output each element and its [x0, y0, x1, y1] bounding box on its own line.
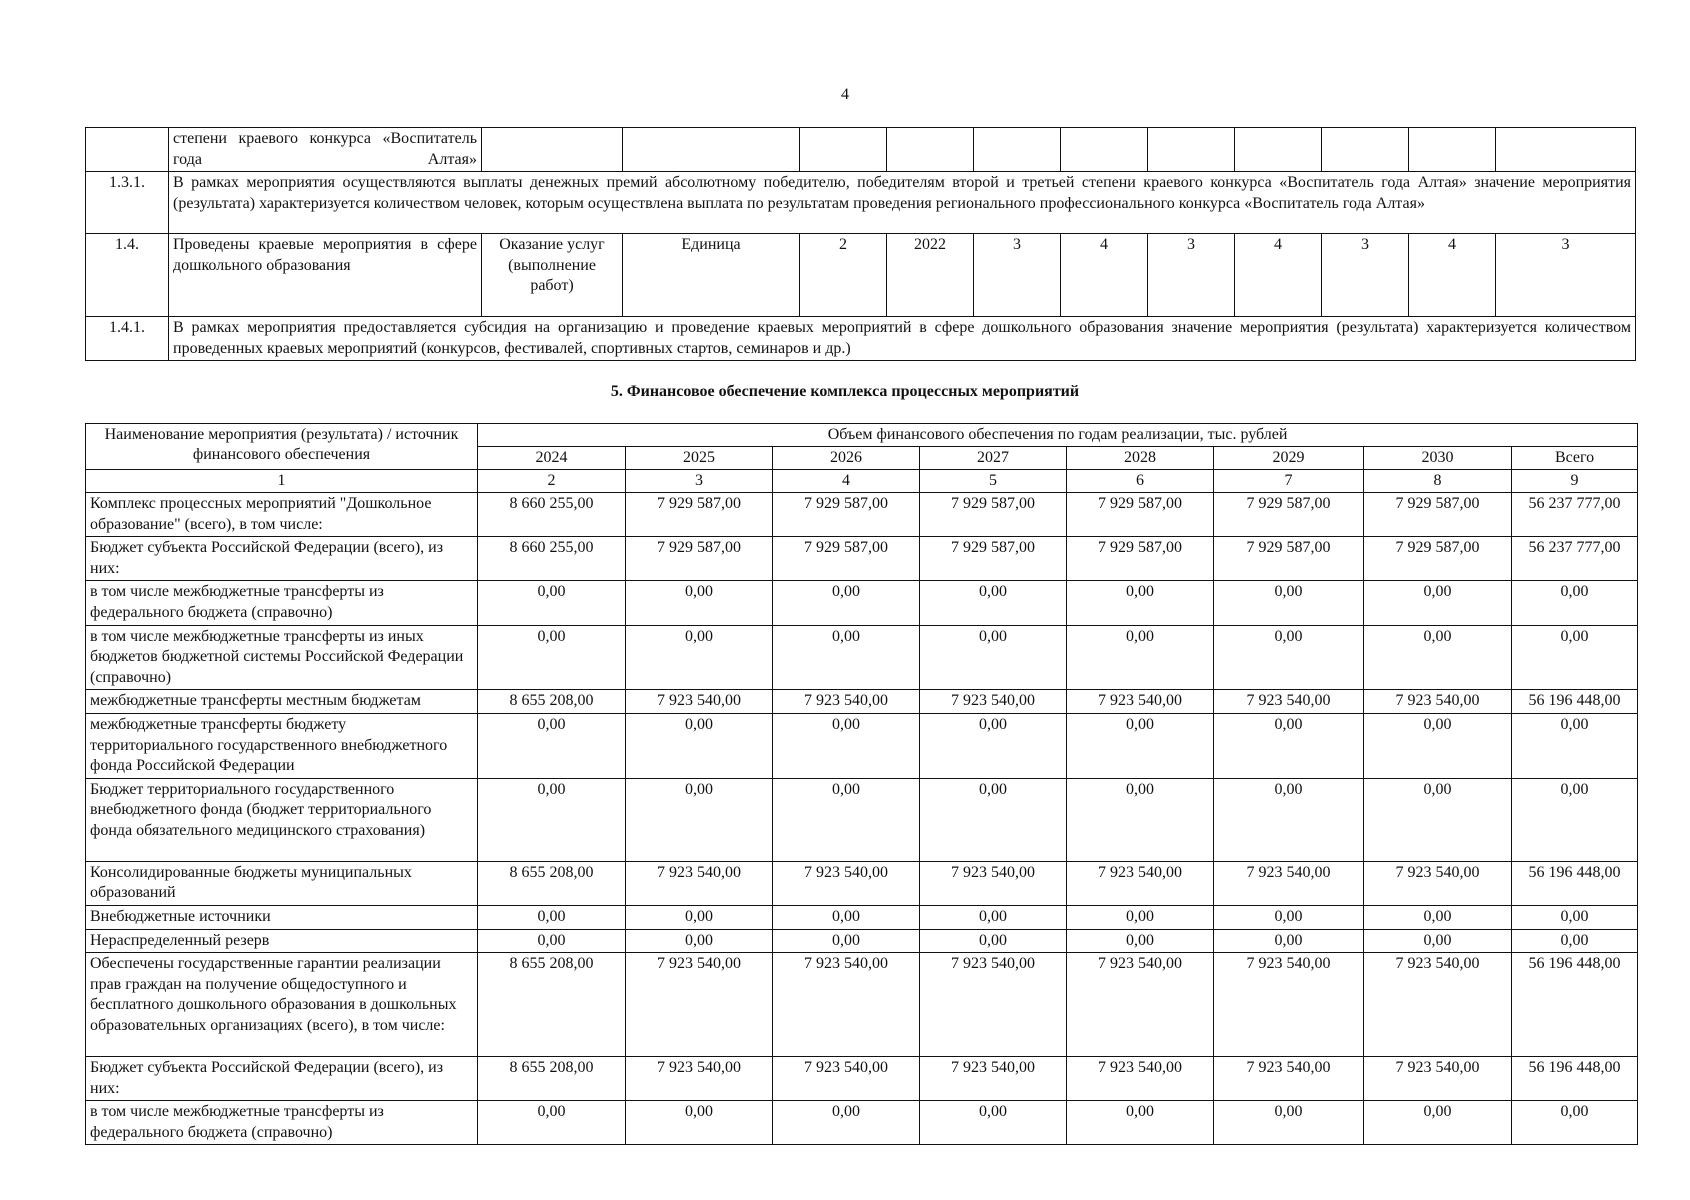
amount-value: 7 929 587,00: [1214, 493, 1364, 537]
table-row: [86, 778, 1638, 861]
table-row: [86, 234, 1636, 317]
amount-value: 0,00: [1067, 1101, 1214, 1145]
table-row: [86, 953, 1638, 1057]
total-value: 0,00: [1512, 625, 1638, 690]
amount-value: 0,00: [478, 778, 626, 861]
year-header: 2030: [1364, 447, 1512, 470]
amount-value: 7 923 540,00: [1214, 1057, 1364, 1101]
amount-value: 0,00: [478, 929, 626, 953]
table-row: [86, 128, 1636, 172]
page-number: 4: [841, 86, 849, 103]
year-header: 2028: [1067, 447, 1214, 470]
row-number: 1.4.1.: [86, 317, 169, 361]
amount-value: 7 923 540,00: [1067, 1057, 1214, 1101]
funding-source-name: в том числе межбюджетные трансферты из федерального бюджета (справочно): [86, 1101, 478, 1145]
amount-value: 7 929 587,00: [773, 493, 920, 537]
total-value: 0,00: [1512, 778, 1638, 861]
table-row: [86, 172, 1636, 234]
amount-value: 7 929 587,00: [626, 537, 773, 581]
total-header: Всего: [1512, 447, 1638, 470]
amount-value: 0,00: [773, 625, 920, 690]
funding-source-name: Бюджет субъекта Российской Федерации (всего), из них:: [86, 1057, 478, 1101]
total-value: 56 196 448,00: [1512, 1057, 1638, 1101]
amount-value: 7 923 540,00: [920, 1057, 1067, 1101]
total-value: 0,00: [1512, 713, 1638, 778]
amount-value: 8 655 208,00: [478, 1057, 626, 1101]
year-header: 2027: [920, 447, 1067, 470]
col-number: 7: [1214, 470, 1364, 493]
base-value: 2: [800, 234, 887, 317]
amount-value: 0,00: [1067, 905, 1214, 929]
amount-value: 7 923 540,00: [920, 861, 1067, 905]
amount-value: 0,00: [1364, 905, 1512, 929]
base-year: 2022: [887, 234, 974, 317]
row-number: [86, 128, 169, 172]
amount-value: 7 923 540,00: [1067, 690, 1214, 714]
amount-value: 7 929 587,00: [1364, 537, 1512, 581]
year-header: 2025: [626, 447, 773, 470]
total-value: 56 237 777,00: [1512, 493, 1638, 537]
amount-value: 7 923 540,00: [1364, 1057, 1512, 1101]
col-number: 3: [626, 470, 773, 493]
amount-value: 0,00: [773, 929, 920, 953]
result-name: степени краевого конкурса «Воспитатель года Алтая»: [169, 128, 482, 172]
amount-value: 0,00: [1214, 581, 1364, 625]
year-value: 3: [1322, 234, 1409, 317]
amount-value: 7 923 540,00: [773, 690, 920, 714]
amount-value: 7 923 540,00: [773, 861, 920, 905]
amount-value: 0,00: [1364, 929, 1512, 953]
amount-value: 0,00: [1067, 581, 1214, 625]
amount-value: 0,00: [1364, 778, 1512, 861]
amount-value: 0,00: [773, 1101, 920, 1145]
amount-value: 0,00: [478, 905, 626, 929]
financing-rows: [86, 493, 1638, 1145]
unit: Единица: [623, 234, 800, 317]
col-number: 2: [478, 470, 626, 493]
amount-value: 8 655 208,00: [478, 690, 626, 714]
amount-value: 7 923 540,00: [626, 690, 773, 714]
year-value: 4: [1235, 234, 1322, 317]
table-row: [86, 713, 1638, 778]
amount-value: 0,00: [478, 581, 626, 625]
amount-value: 7 923 540,00: [1364, 861, 1512, 905]
header-row: [86, 424, 1638, 447]
col-number: 6: [1067, 470, 1214, 493]
amount-value: 0,00: [478, 625, 626, 690]
amount-value: 0,00: [626, 1101, 773, 1145]
amount-value: 0,00: [1214, 713, 1364, 778]
amount-value: 7 929 587,00: [920, 493, 1067, 537]
amount-value: 8 655 208,00: [478, 861, 626, 905]
result-type: Оказание услуг (выполнение работ): [482, 234, 623, 317]
total-value: 0,00: [1512, 905, 1638, 929]
amount-value: 7 923 540,00: [920, 953, 1067, 1057]
amount-value: 7 929 587,00: [1364, 493, 1512, 537]
total-value: 56 196 448,00: [1512, 690, 1638, 714]
table-row: [86, 625, 1638, 690]
amount-value: 0,00: [1067, 929, 1214, 953]
table-row: [86, 537, 1638, 581]
amount-value: 7 923 540,00: [626, 953, 773, 1057]
col-number: 4: [773, 470, 920, 493]
section-title: 5. Финансовое обеспечение комплекса процессных мероприятий: [610, 383, 1080, 400]
funding-source-name: Нераспределенный резерв: [86, 929, 478, 953]
row-number: 1.3.1.: [86, 172, 169, 234]
amount-value: 0,00: [920, 581, 1067, 625]
header-volume: Объем финансового обеспечения по годам реализации, тыс. рублей: [478, 424, 1638, 447]
year-header: 2026: [773, 447, 920, 470]
table-row: [86, 317, 1636, 361]
amount-value: 0,00: [920, 1101, 1067, 1145]
total-value: 56 196 448,00: [1512, 861, 1638, 905]
funding-source-name: в том числе межбюджетные трансферты из федерального бюджета (справочно): [86, 581, 478, 625]
amount-value: 7 929 587,00: [1067, 537, 1214, 581]
amount-value: 7 923 540,00: [1364, 690, 1512, 714]
amount-value: 7 923 540,00: [920, 690, 1067, 714]
amount-value: 7 929 587,00: [626, 493, 773, 537]
amount-value: 7 923 540,00: [1067, 953, 1214, 1057]
amount-value: 0,00: [920, 713, 1067, 778]
amount-value: 0,00: [1214, 778, 1364, 861]
table-row: [86, 493, 1638, 537]
amount-value: 7 929 587,00: [1214, 537, 1364, 581]
total-value: 0,00: [1512, 581, 1638, 625]
total-value: 56 196 448,00: [1512, 953, 1638, 1057]
table-row: [86, 1101, 1638, 1145]
amount-value: 7 923 540,00: [1214, 690, 1364, 714]
amount-value: 0,00: [1364, 713, 1512, 778]
amount-value: 7 923 540,00: [1214, 861, 1364, 905]
amount-value: 0,00: [1214, 905, 1364, 929]
row-number: 1.4.: [86, 234, 169, 317]
table-row: [86, 1057, 1638, 1101]
amount-value: 7 923 540,00: [1067, 861, 1214, 905]
amount-value: 0,00: [626, 713, 773, 778]
amount-value: 0,00: [1214, 625, 1364, 690]
funding-source-name: межбюджетные трансферты местным бюджетам: [86, 690, 478, 714]
amount-value: 0,00: [773, 581, 920, 625]
amount-value: 7 929 587,00: [773, 537, 920, 581]
amount-value: 7 923 540,00: [626, 1057, 773, 1101]
funding-source-name: Консолидированные бюджеты муниципальных образований: [86, 861, 478, 905]
amount-value: 0,00: [773, 905, 920, 929]
funding-source-name: Обеспечены государственные гарантии реализации прав граждан на получение общедоступного и бесплатного дошкольного образования в дошкольных образовательных организациях (всего), в том числе:: [86, 953, 478, 1057]
column-numbers-row: [86, 470, 1638, 493]
amount-value: 7 923 540,00: [1214, 953, 1364, 1057]
table-row: [86, 929, 1638, 953]
amount-value: 0,00: [1214, 1101, 1364, 1145]
year-header: 2029: [1214, 447, 1364, 470]
amount-value: 0,00: [773, 713, 920, 778]
amount-value: 0,00: [478, 713, 626, 778]
amount-value: 0,00: [920, 778, 1067, 861]
funding-source-name: Бюджет субъекта Российской Федерации (всего), из них:: [86, 537, 478, 581]
total-value: 56 237 777,00: [1512, 537, 1638, 581]
table-row: [86, 861, 1638, 905]
amount-value: 7 929 587,00: [920, 537, 1067, 581]
header-name: Наименование мероприятия (результата) / источник финансового обеспечения: [86, 424, 478, 470]
total-value: 0,00: [1512, 1101, 1638, 1145]
amount-value: 8 655 208,00: [478, 953, 626, 1057]
amount-value: 0,00: [626, 581, 773, 625]
year-header: 2024: [478, 447, 626, 470]
year-value: 3: [1496, 234, 1636, 317]
amount-value: 0,00: [1214, 929, 1364, 953]
amount-value: 0,00: [773, 778, 920, 861]
year-value: 3: [974, 234, 1061, 317]
amount-value: 7 923 540,00: [773, 1057, 920, 1101]
amount-value: 0,00: [1067, 713, 1214, 778]
amount-value: 7 929 587,00: [1067, 493, 1214, 537]
amount-value: 0,00: [1364, 1101, 1512, 1145]
result-description: В рамках мероприятия предоставляется субсидия на организацию и проведение краевых мероприятий в сфере дошкольного образования значение мероприятия (результата) характеризуется количеством проведенных краевых мероприятий (конкурсов, фестивалей, спортивных стартов, семинаров и др.): [169, 317, 1636, 361]
funding-source-name: в том числе межбюджетные трансферты из иных бюджетов бюджетной системы Российской Федерации (справочно): [86, 625, 478, 690]
total-value: 0,00: [1512, 929, 1638, 953]
table-row: [86, 905, 1638, 929]
amount-value: 0,00: [1067, 625, 1214, 690]
amount-value: 7 923 540,00: [626, 861, 773, 905]
amount-value: 0,00: [626, 905, 773, 929]
amount-value: 7 923 540,00: [773, 953, 920, 1057]
amount-value: 8 660 255,00: [478, 493, 626, 537]
amount-value: 0,00: [626, 625, 773, 690]
funding-source-name: Внебюджетные источники: [86, 905, 478, 929]
result-description: В рамках мероприятия осуществляются выплаты денежных премий абсолютному победителю, победителям второй и третьей степени краевого конкурса «Воспитатель года Алтая» значение мероприятия (результата) характеризуется количеством человек, которым осуществлена выплата по результатам проведения регионального профессионального конкурса «Воспитатель года Алтая»: [169, 172, 1636, 234]
col-number: 1: [86, 470, 478, 493]
funding-source-name: межбюджетные трансферты бюджету территориального государственного внебюджетного фонда Российской Федерации: [86, 713, 478, 778]
amount-value: 0,00: [1067, 778, 1214, 861]
year-value: 4: [1061, 234, 1148, 317]
col-number: 8: [1364, 470, 1512, 493]
col-number: 5: [920, 470, 1067, 493]
table-row: [86, 581, 1638, 625]
amount-value: 0,00: [478, 1101, 626, 1145]
amount-value: 0,00: [920, 905, 1067, 929]
amount-value: 0,00: [626, 929, 773, 953]
amount-value: 0,00: [1364, 581, 1512, 625]
amount-value: 7 923 540,00: [1364, 953, 1512, 1057]
financing-table: [85, 423, 1638, 1145]
col-number: 9: [1512, 470, 1638, 493]
year-value: 4: [1409, 234, 1496, 317]
amount-value: 0,00: [920, 929, 1067, 953]
results-table: [85, 127, 1636, 361]
result-name: Проведены краевые мероприятия в сфере дошкольного образования: [169, 234, 482, 317]
amount-value: 0,00: [920, 625, 1067, 690]
year-value: 3: [1148, 234, 1235, 317]
funding-source-name: Бюджет территориального государственного внебюджетного фонда (бюджет территориального фонда обязательного медицинского страхования): [86, 778, 478, 861]
amount-value: 0,00: [1364, 625, 1512, 690]
funding-source-name: Комплекс процессных мероприятий "Дошкольное образование" (всего), в том числе:: [86, 493, 478, 537]
amount-value: 8 660 255,00: [478, 537, 626, 581]
amount-value: 0,00: [626, 778, 773, 861]
table-row: [86, 690, 1638, 714]
